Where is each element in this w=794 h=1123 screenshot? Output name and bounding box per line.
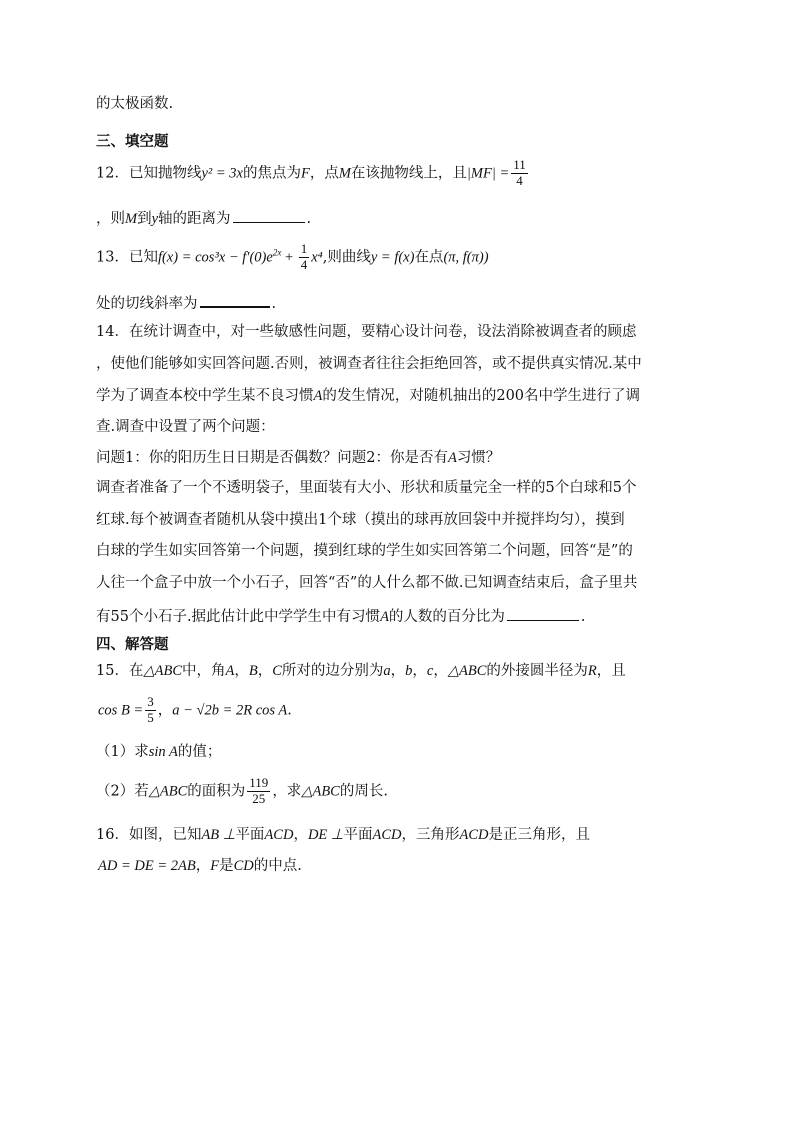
- fraction: $\frac{1}{4}$: [300, 241, 308, 272]
- question-16-line-1: 16．如图，已知AB ⊥平面ACD，DE ⊥平面ACD，三角形ACD是正三角形，且: [96, 827, 591, 843]
- question-16-line-2: AD = DE = 2AB，F是CD的中点.: [98, 858, 302, 874]
- fraction: $\frac{3}{5}$: [147, 694, 154, 725]
- question-15-line-2: cos B = $\frac{3}{5}$ ，a − √2b = 2R cos A.: [98, 694, 292, 725]
- question-14-line: ，使他们能够如实回答问题.否则，被调查者往往会拒绝回答，或不提供真实情况.某中: [96, 356, 642, 372]
- question-14-line: 14．在统计调查中，对一些敏感性问题，要精心设计问卷，设法消除被调查者的顾虑: [96, 324, 637, 340]
- fraction: $\frac{11}{4}$: [513, 157, 526, 188]
- question-12-line-2: ，则M到y轴的距离为 .: [96, 208, 311, 228]
- question-14-line: 白球的学生如实回答第一个问题，摸到红球的学生如实回答第二个问题，回答“是”的: [96, 543, 633, 559]
- question-14-line: 学为了调查本校中学生某不良习惯A的发生情况，对随机抽出的200名中学生进行了调: [96, 388, 641, 404]
- question-14-line: 问题1：你的阳历生日日期是否偶数？问题2：你是否有A习惯？: [96, 450, 501, 466]
- question-14-line: 人往一个盒子中放一个小石子，回答“否”的人什么都不做.已知调查结束后，盒子里共: [96, 575, 638, 591]
- section-heading-fill-in: 三、填空题: [96, 134, 169, 150]
- question-15-part-1: （1）求sin A的值；: [96, 744, 222, 760]
- section-heading-answer: 四、解答题: [96, 637, 169, 653]
- question-15-part-2: （2）若△ABC的面积为 $\frac{119}{25}$ ，求△ABC的周长.: [96, 775, 388, 806]
- text-line: 的太极函数.: [96, 96, 174, 112]
- answer-blank[interactable]: [507, 606, 579, 621]
- answer-blank[interactable]: [233, 208, 305, 223]
- question-15-line-1: 15．在△ABC中，角A，B，C所对的边分别为a，b，c，△ABC的外接圆半径为R，且: [96, 663, 626, 679]
- answer-blank[interactable]: [200, 292, 270, 308]
- question-14-line: 红球.每个被调查者随机从袋中摸出1个球（摸出的球再放回袋中并搅拌均匀），摸到: [96, 512, 625, 528]
- question-13-line-1: 13．已知$f(x) = \cos^3x - f'(0)e^{2x}$ + $\frac{1}{4}$ x⁴,则曲线y = f(x)在点(π, f(π)): [96, 241, 489, 272]
- question-14-line: 查.调查中设置了两个问题：: [96, 419, 275, 435]
- question-12-line-1: 12．已知抛物线y² = 3x的焦点为F，点M在该抛物线上，且|MF| = $\frac{11}{4}$: [96, 157, 526, 188]
- question-13-line-2: 处的切线斜率为 .: [96, 292, 276, 313]
- fraction: $\frac{119}{25}$: [249, 775, 269, 806]
- question-14-line: 调查者准备了一个不透明袋子，里面装有大小、形状和质量完全一样的5个白球和5个: [96, 480, 637, 496]
- question-14-line: 有55个小石子.据此估计此中学学生中有习惯A的人数的百分比为 .: [96, 606, 586, 626]
